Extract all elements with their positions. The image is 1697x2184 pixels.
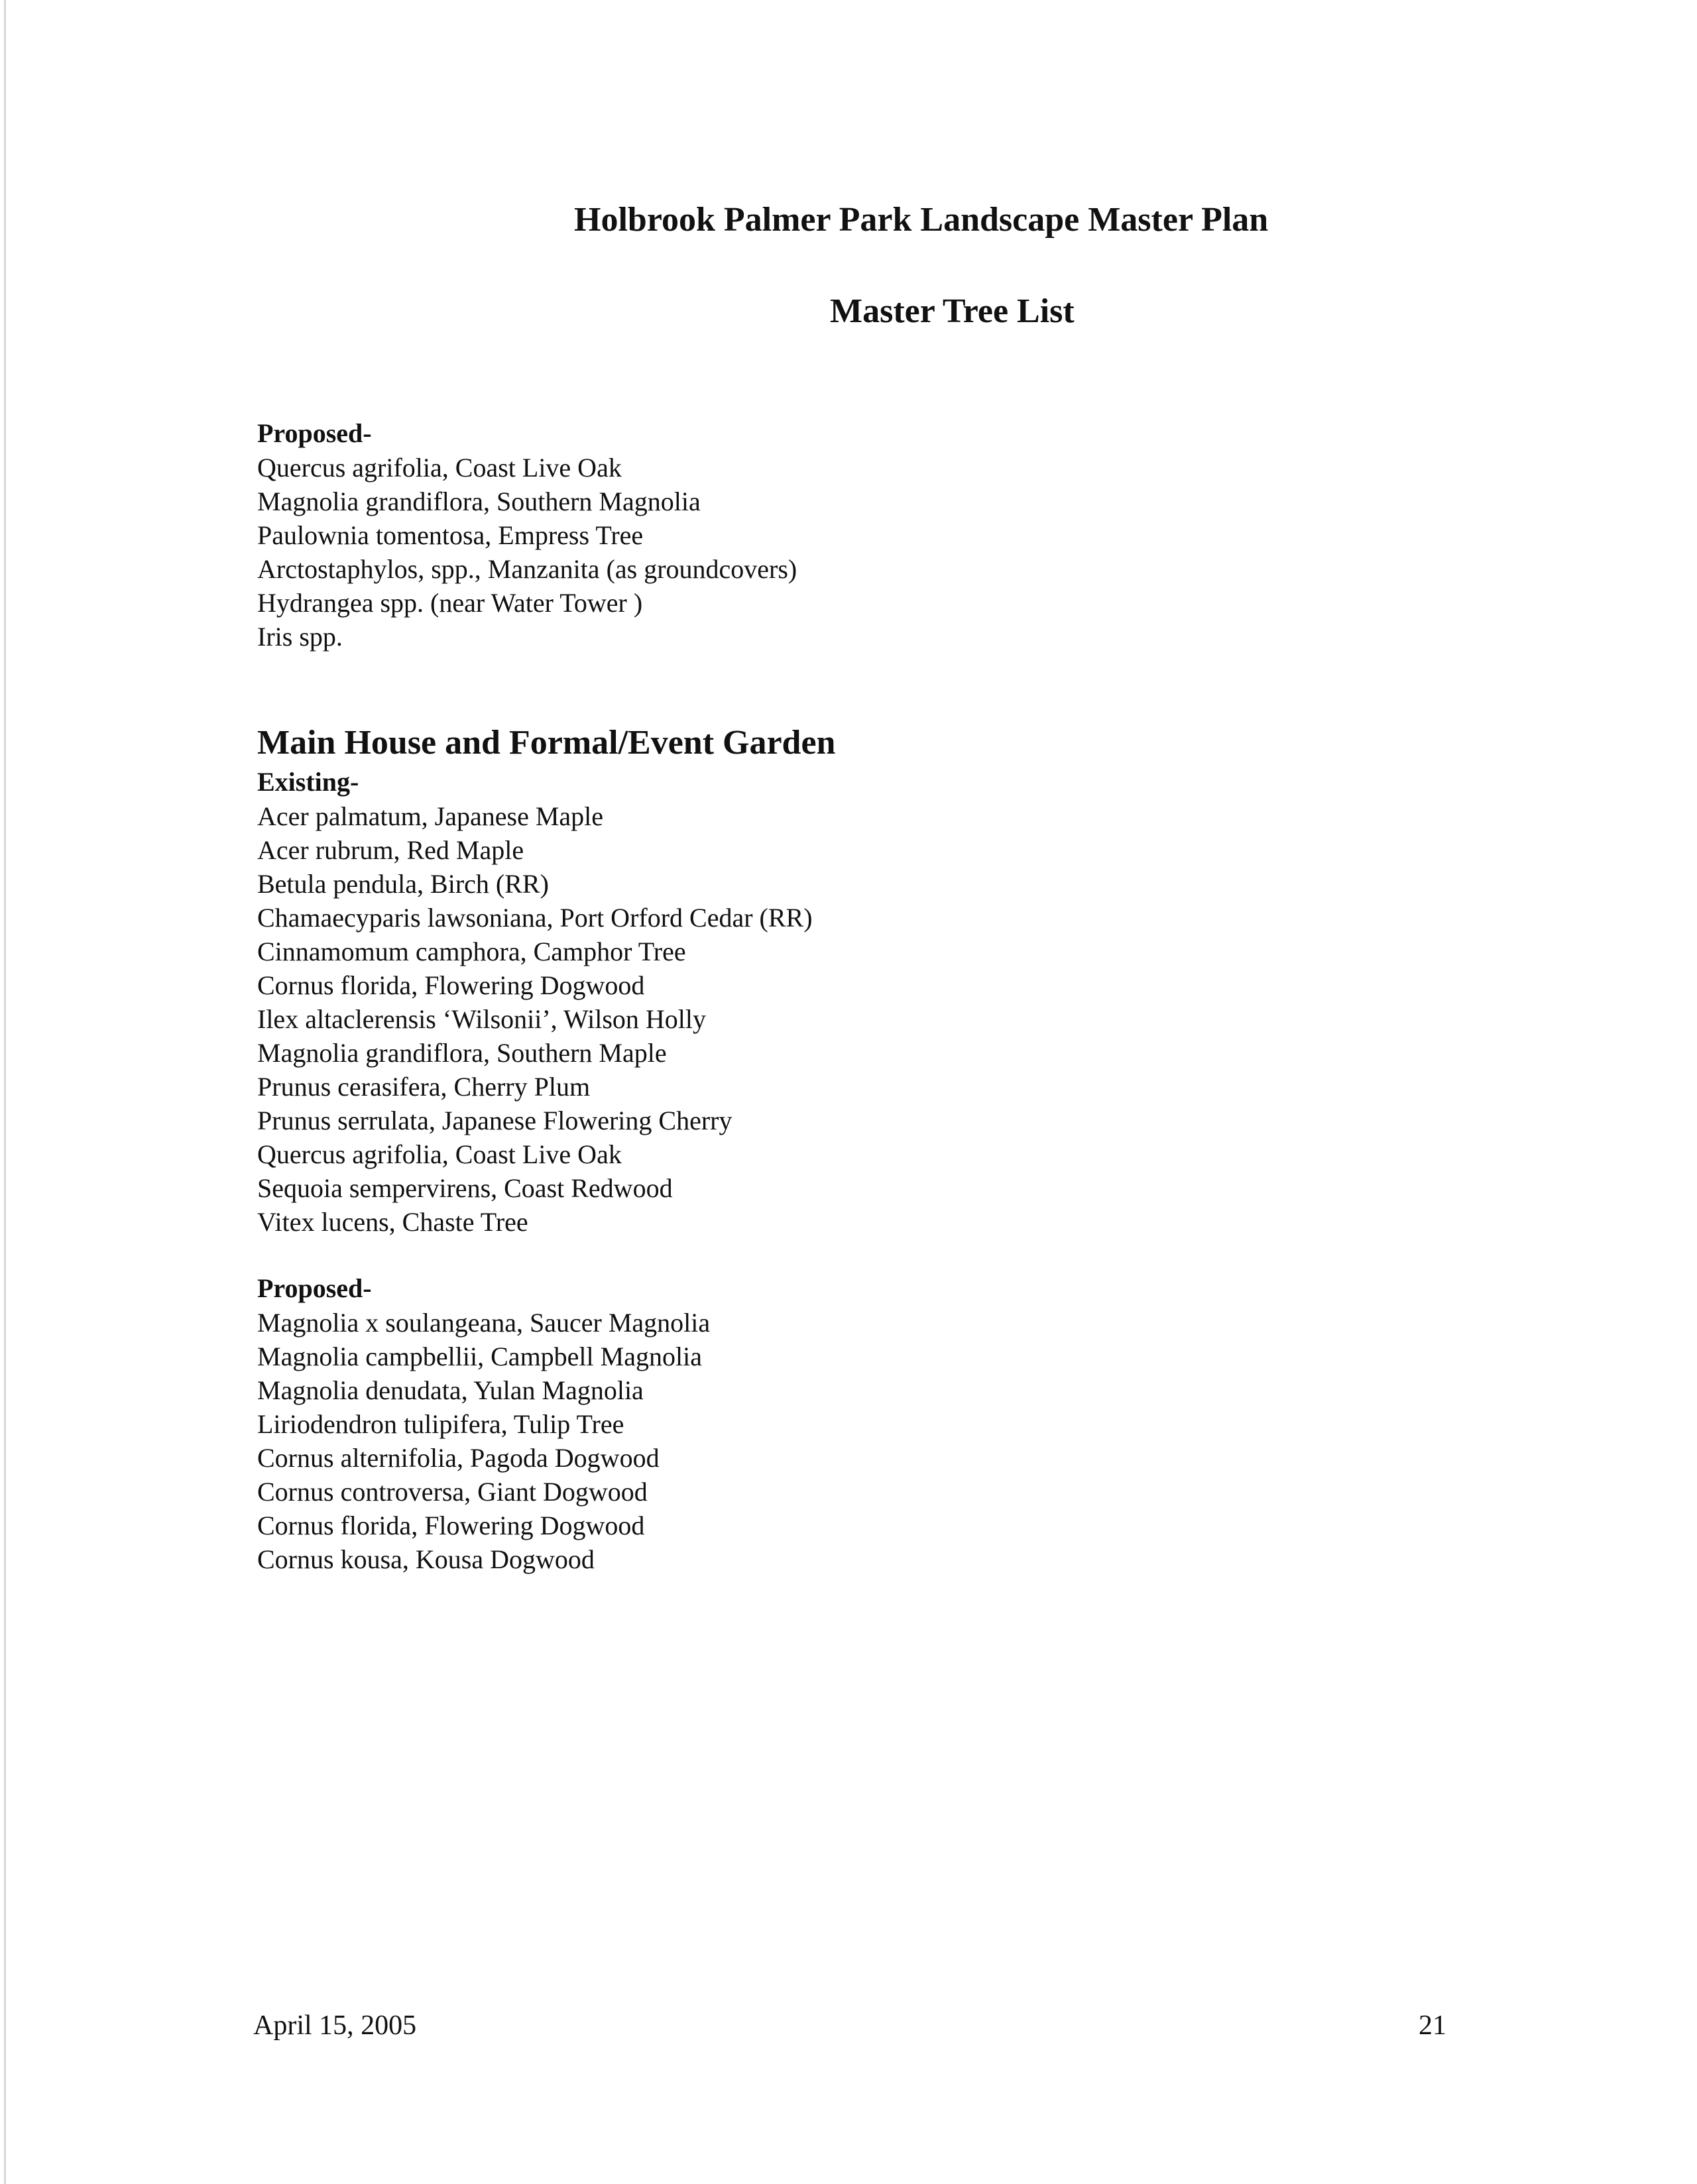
proposed-general-list	[257, 451, 797, 654]
list-item: Arctostaphylos, spp., Manzanita (as groundcovers)	[257, 554, 797, 584]
list-item: Quercus agrifolia, Coast Live Oak	[257, 453, 622, 483]
list-item: Cornus kousa, Kousa Dogwood	[257, 1544, 595, 1574]
proposed-list	[257, 1306, 710, 1576]
list-item: Cornus florida, Flowering Dogwood	[257, 970, 645, 1000]
list-item: Cornus controversa, Giant Dogwood	[257, 1477, 648, 1507]
list-item: Paulownia tomentosa, Empress Tree	[257, 520, 644, 550]
list-item: Liriodendron tulipifera, Tulip Tree	[257, 1409, 624, 1439]
list-item: Magnolia grandiflora, Southern Magnolia	[257, 487, 701, 516]
list-item: Chamaecyparis lawsoniana, Port Orford Cedar (RR)	[257, 903, 813, 933]
list-item: Ilex altaclerensis ‘Wilsonii’, Wilson Holly	[257, 1004, 707, 1034]
list-item: Prunus serrulata, Japanese Flowering Cherry	[257, 1106, 732, 1135]
list-item: Iris spp.	[257, 622, 343, 652]
list-item: Cornus alternifolia, Pagoda Dogwood	[257, 1443, 660, 1473]
existing-label: Existing-	[257, 767, 359, 797]
page-edge	[4, 0, 6, 2184]
main-house-section	[257, 721, 835, 1239]
page-number: 21	[1419, 2010, 1446, 2041]
list-item: Cinnamomum camphora, Camphor Tree	[257, 937, 686, 966]
section-heading: Main House and Formal/Event Garden	[257, 724, 836, 762]
list-item: Magnolia x soulangeana, Saucer Magnolia	[257, 1308, 711, 1338]
list-item: Magnolia denudata, Yulan Magnolia	[257, 1375, 644, 1405]
list-item: Vitex lucens, Chaste Tree	[257, 1207, 528, 1237]
list-item: Quercus agrifolia, Coast Live Oak	[257, 1139, 622, 1169]
footer-date: April 15, 2005	[253, 2010, 417, 2041]
list-item: Acer rubrum, Red Maple	[257, 835, 524, 865]
document-title: Holbrook Palmer Park Landscape Master Plan	[574, 201, 1269, 239]
main-house-proposed-section	[257, 1271, 710, 1576]
proposed-label: Proposed-	[257, 418, 372, 448]
list-item: Magnolia grandiflora, Southern Maple	[257, 1038, 667, 1068]
list-item: Prunus cerasifera, Cherry Plum	[257, 1072, 591, 1102]
proposed-label: Proposed-	[257, 1273, 372, 1303]
list-item: Sequoia sempervirens, Coast Redwood	[257, 1173, 673, 1203]
list-item: Cornus florida, Flowering Dogwood	[257, 1511, 645, 1540]
proposed-general-section	[257, 416, 797, 654]
existing-list	[257, 799, 835, 1239]
document-subtitle: Master Tree List	[830, 292, 1075, 330]
list-item: Acer palmatum, Japanese Maple	[257, 801, 604, 831]
list-item: Hydrangea spp. (near Water Tower )	[257, 588, 643, 618]
list-item: Betula pendula, Birch (RR)	[257, 869, 549, 899]
list-item: Magnolia campbellii, Campbell Magnolia	[257, 1342, 702, 1371]
